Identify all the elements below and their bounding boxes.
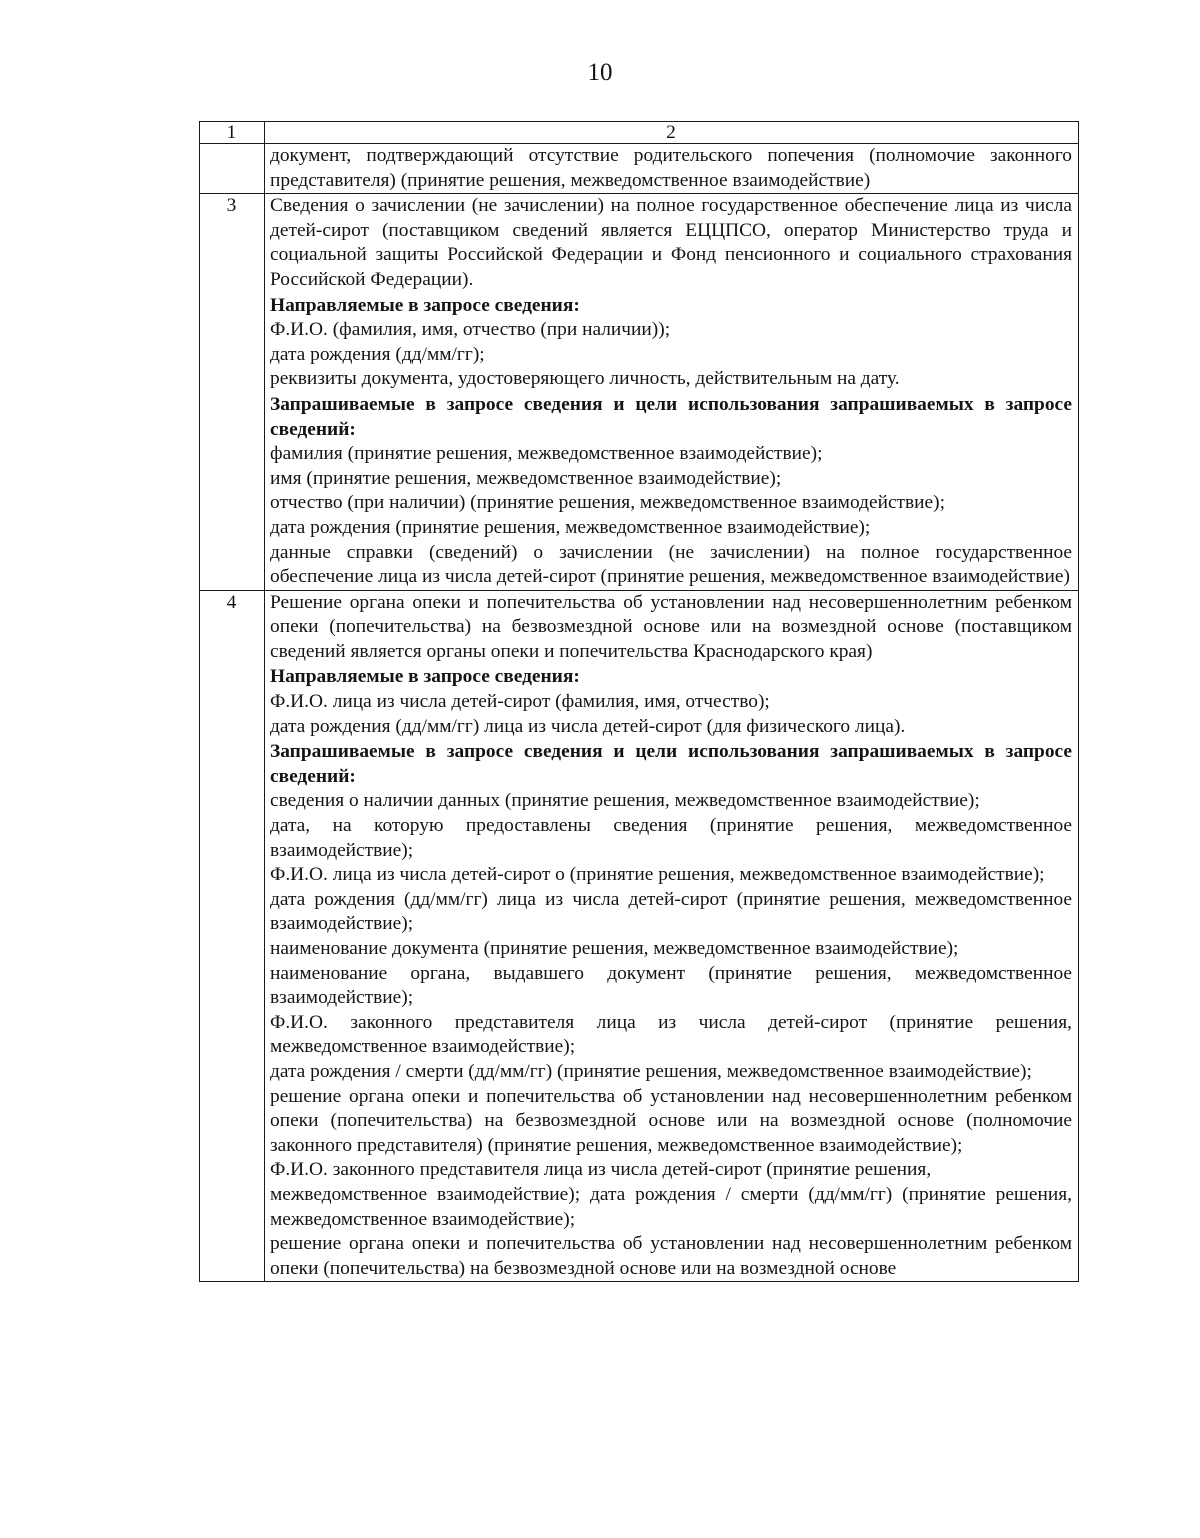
paragraph: дата рождения (принятие решения, межведомственное взаимодействие); — [270, 516, 871, 538]
paragraph: Ф.И.О. лица из числа детей-сирот (фамилия, имя, отчество); — [270, 691, 770, 713]
paragraph: Ф.И.О. законного представителя лица из числа детей-сирот (принятие решения, межведомственное взаимодействие); — [270, 1011, 1072, 1058]
header-cell-number: 1 — [200, 122, 265, 144]
table-row — [200, 590, 1079, 1282]
paragraph: Ф.И.О. законного представителя лица из числа детей-сирот (принятие решения, — [270, 1159, 932, 1181]
paragraph: имя (принятие решения, межведомственное взаимодействие); — [270, 467, 782, 489]
row-number-cell — [200, 144, 265, 194]
row-content-cell — [265, 144, 1079, 194]
table-header-row — [200, 122, 1079, 144]
paragraph: дата рождения / смерти (дд/мм/гг) (принятие решения, межведомственное взаимодействие); — [270, 1060, 1032, 1082]
paragraph: Ф.И.О. лица из числа детей-сирот о (принятие решения, межведомственное взаимодействие); — [270, 864, 1045, 886]
paragraph: Сведения о зачислении (не зачислении) на полное государственное обеспечение лица из числа детей-сирот (поставщиком сведений является ЕЦЦПСО, оператор Министерство труда и социальной защиты Российской Федерации и Фонд пенсионного и социального страхования Российской Федерации). — [270, 195, 1072, 290]
paragraph: дата, на которую предоставлены сведения (принятие решения, межведомственное взаимодействие); — [270, 815, 1072, 861]
paragraph: дата рождения (дд/мм/гг) лица из числа детей-сирот (для физического лица). — [270, 715, 906, 737]
row-number-cell: 3 — [200, 194, 265, 591]
page-number: 10 — [587, 59, 613, 86]
header-cell-content: 2 — [265, 122, 1079, 144]
section-heading: Запрашиваемые в запросе сведения и цели использования запрашиваемых в запросе сведений: — [270, 393, 1072, 440]
table-row — [200, 194, 1079, 591]
paragraph: данные справки (сведений) о зачислении (не зачислении) на полное государственное обеспечение лица из числа детей-сирот (принятие решения, межведомственное взаимодействие) — [270, 541, 1072, 588]
section-heading: Направляемые в запросе сведения: — [270, 294, 580, 316]
data-table — [199, 121, 1079, 1282]
paragraph: документ, подтверждающий отсутствие родительского попечения (полномочие законного представителя) (принятие решения, межведомственное взаимодействие) — [270, 145, 1072, 191]
paragraph: решение органа опеки и попечительства об установлении над несовершеннолетним ребенком опеки (попечительства) на безвозмездной основе или на возмездной основе (полномочие законного представителя) (принятие решения, межведомственное взаимодействие); — [270, 1085, 1072, 1156]
row-content-cell — [265, 194, 1079, 591]
paragraph: фамилия (принятие решения, межведомственное взаимодействие); — [270, 443, 823, 465]
section-heading: Направляемые в запросе сведения: — [270, 666, 580, 688]
paragraph: Ф.И.О. (фамилия, имя, отчество (при наличии)); — [270, 319, 671, 341]
paragraph: межведомственное взаимодействие); дата рождения / смерти (дд/мм/гг) (принятие решения, межведомственное взаимодействие); — [270, 1183, 1072, 1230]
paragraph: решение органа опеки и попечительства об установлении над несовершеннолетним ребенком опеки (попечительства) на безвозмездной основе или на возмездной основе — [270, 1233, 1072, 1279]
row-number-cell: 4 — [200, 590, 265, 1282]
paragraph: наименование органа, выдавшего документ (принятие решения, межведомственное взаимодействие); — [270, 962, 1072, 1009]
paragraph: дата рождения (дд/мм/гг); — [270, 343, 485, 365]
table-row — [200, 144, 1079, 194]
paragraph: отчество (при наличии) (принятие решения, межведомственное взаимодействие); — [270, 492, 946, 514]
paragraph: Решение органа опеки и попечительства об установлении над несовершеннолетним ребенком опеки (попечительства) на безвозмездной основе или на возмездной основе (поставщиком сведений является органы опеки и попечительства Краснодарского края) — [270, 591, 1072, 662]
paragraph: наименование документа (принятие решения, межведомственное взаимодействие); — [270, 938, 959, 959]
paragraph: сведения о наличии данных (принятие решения, межведомственное взаимодействие); — [270, 790, 980, 812]
row-content-cell — [265, 590, 1079, 1282]
paragraph: реквизиты документа, удостоверяющего личность, действительным на дату. — [270, 368, 900, 390]
paragraph: дата рождения (дд/мм/гг) лица из числа детей-сирот (принятие решения, межведомственное взаимодействие); — [270, 888, 1072, 935]
section-heading: Запрашиваемые в запросе сведения и цели использования запрашиваемых в запросе сведений: — [270, 741, 1072, 787]
